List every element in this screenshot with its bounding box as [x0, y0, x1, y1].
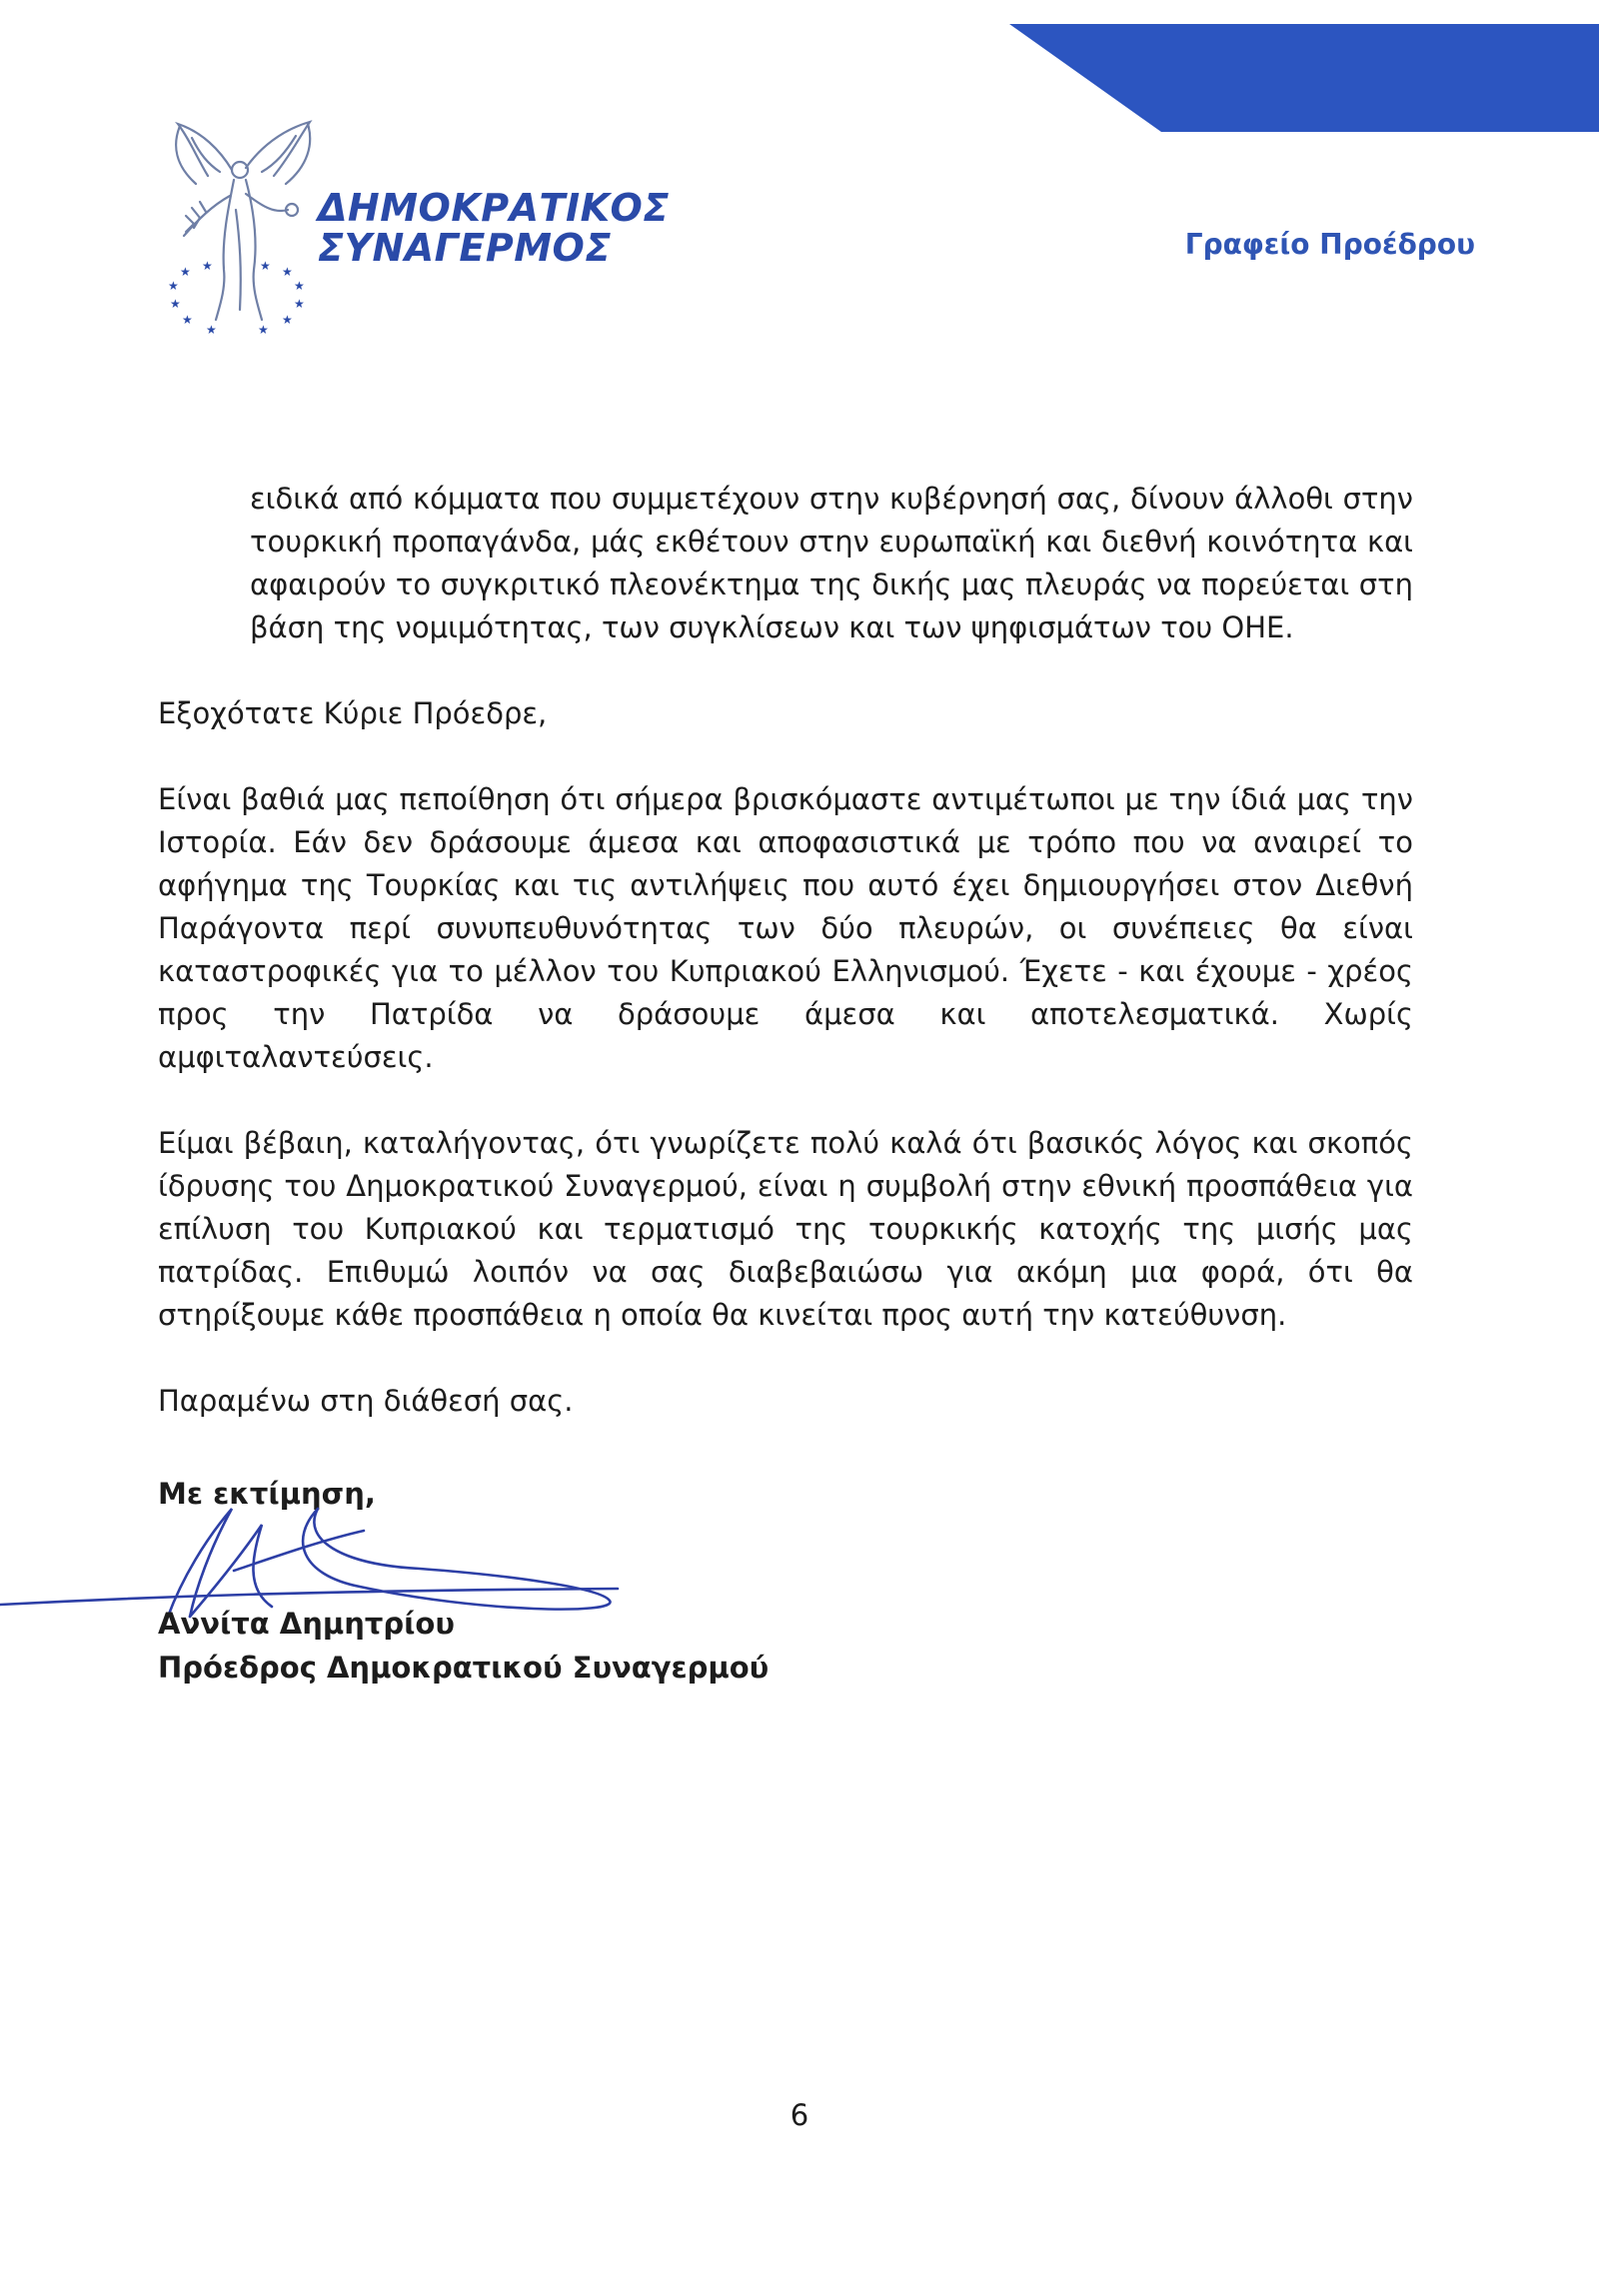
svg-text:★: ★ [182, 313, 193, 327]
office-title: Γραφείο Προέδρου [1184, 228, 1475, 261]
svg-text:★: ★ [168, 279, 179, 293]
svg-text:★: ★ [294, 279, 305, 293]
paragraph-final: Παραμένω στη διάθεσή σας. [158, 1384, 574, 1418]
paragraph: Είναι βαθιά μας πεποίθηση ότι σήμερα βρισκόμαστε αντιμέτωποι με την ίδιά μας την Ιστορία. Εάν δεν δράσουμε άμεσα και αποφασιστικά με τρόπο που να αναιρεί το αφήγημα της Τουρκίας και τις αντιλήψεις που αυτό έχει δημιουργήσει στον Διεθνή Παράγοντα περί συνυπευθυνότητας των δύο πλευρών, οι συνέπειες θα είναι καταστροφικές για το μέλλον του Κυπριακού Ελληνισμού. Έχετε - και έχουμε - χρέος προς την Πατρίδα να δράσουμε άμεσα και αποτελεσματικά. Χωρίς αμφιταλαντεύσεις. [158, 782, 1413, 1074]
party-name [318, 188, 670, 268]
party-name-line-1: ΔΗΜΟΚΡΑΤΙΚΟΣ [318, 186, 670, 230]
page-number: 6 [790, 2098, 809, 2132]
svg-text:★: ★ [258, 323, 269, 337]
signer-name: Αννίτα Δημητρίου [158, 1607, 455, 1641]
svg-text:★: ★ [206, 323, 217, 337]
svg-text:★: ★ [170, 297, 181, 311]
svg-text:★: ★ [294, 297, 305, 311]
paragraph-continued: ειδικά από κόμματα που συμμετέχουν στην κυβέρνησή σας, δίνουν άλλοθι στην τουρκική προπαγάνδα, μάς εκθέτουν στην ευρωπαϊκή και διεθνή κοινότητα και αφαιρούν το συγκριτικό πλεονέκτημα της δικής μας πλευράς να πορεύεται στη βάση της νομιμότητας, των συγκλίσεων και των ψηφισμάτων του ΟΗΕ. [250, 482, 1413, 644]
svg-text:★: ★ [202, 259, 213, 273]
svg-text:★: ★ [282, 265, 293, 279]
svg-text:★: ★ [282, 313, 293, 327]
salutation: Εξοχότατε Κύριε Πρόεδρε, [158, 696, 548, 730]
svg-text:★: ★ [180, 265, 191, 279]
paragraph: Είμαι βέβαιη, καταλήγοντας, ότι γνωρίζετε πολύ καλά ότι βασικός λόγος και σκοπός ίδρυσης του Δημοκρατικού Συναγερμού, είναι η συμβολή στην εθνική προσπάθεια για επίλυση του Κυπριακού και τερματισμό της τουρκικής κατοχής της μισής μας πατρίδας. Επιθυμώ λοιπόν να σας διαβεβαιώσω για ακόμη μια φορά, ότι θα στηρίξουμε κάθε προσπάθεια η οποία θα κινείται προς αυτή την κατεύθυνση. [158, 1126, 1413, 1332]
party-name-line-2: ΣΥΝΑΓΕΡΜΟΣ [318, 226, 612, 270]
letter-body [158, 478, 1413, 1466]
svg-text:★: ★ [260, 259, 271, 273]
closing: Με εκτίμηση, [158, 1477, 376, 1511]
winged-victory-stars-logo-icon [150, 110, 320, 360]
signer-title: Πρόεδρος Δημοκρατικού Συναγερμού [158, 1651, 770, 1685]
